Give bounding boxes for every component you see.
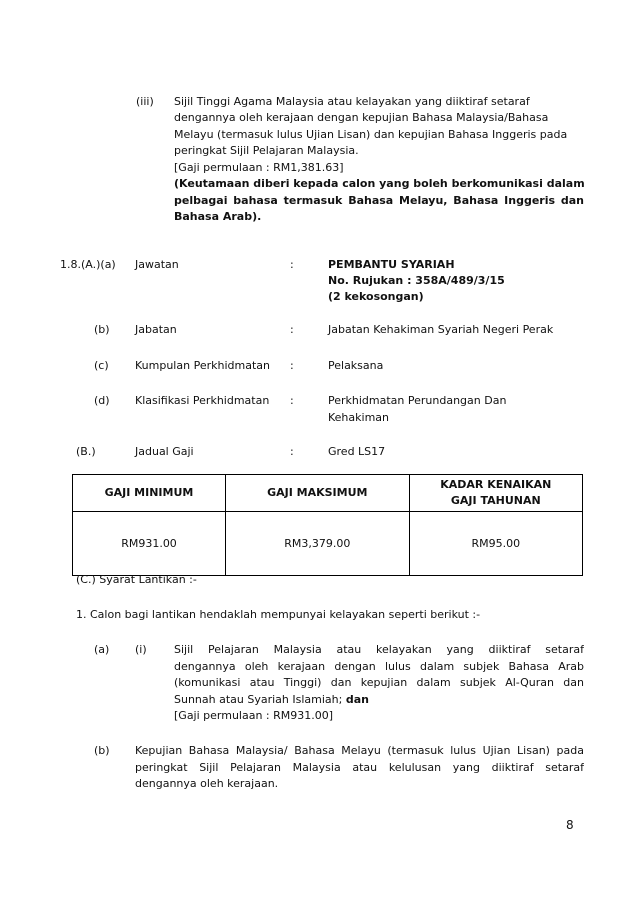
field-label-jawatan: Jawatan	[135, 258, 179, 271]
requirement-text: Sunnah atau Syariah Islamiah;	[174, 693, 343, 706]
syarat-intro: 1. Calon bagi lantikan hendaklah mempunyai kelayakan seperti berikut :-	[76, 608, 481, 621]
salary-note: [Gaji permulaan : RM1,381.63]	[174, 161, 344, 174]
requirement-line-last	[174, 692, 369, 708]
page-number: 8	[566, 818, 574, 832]
conjunction-dan: dan	[345, 693, 369, 706]
post-title: PEMBANTU SYARIAH	[328, 258, 455, 271]
field-value-kumpulan: Pelaksana	[328, 359, 384, 372]
item-marker-B: (B.)	[76, 445, 96, 458]
field-value-klasifikasi: Kehakiman	[328, 411, 389, 424]
item-marker-c: (c)	[94, 359, 109, 372]
text-line: dengannya oleh kerajaan dengan kepujian Bahasa Malaysia/Bahasa	[174, 111, 549, 124]
priority-note-line: (Keutamaan diberi kepada calon yang boleh berkomunikasi dalam	[174, 177, 585, 190]
text-line: Melayu (termasuk lulus Ujian Lisan) dan kepujian Bahasa Inggeris pada	[174, 128, 568, 141]
table-header-cell: KADAR KENAIKAN GAJI TAHUNAN	[409, 475, 582, 512]
section-heading-syarat: (C.) Syarat Lantikan :-	[76, 573, 197, 586]
field-value-gred: Gred LS17	[328, 445, 386, 458]
requirement-line: (komunikasi atau Tinggi) dan kepujian dalam subjek Al-Quran dan	[174, 676, 584, 689]
reference-number: No. Rujukan : 358A/489/3/15	[328, 274, 505, 287]
section-number: 1.8.(A.)(a)	[60, 258, 116, 271]
item-marker-b2: (b)	[94, 744, 110, 757]
field-label-jabatan: Jabatan	[135, 323, 177, 336]
priority-note-line: Bahasa Arab).	[174, 210, 262, 223]
table-cell-gaji-minimum: RM931.00	[73, 512, 226, 576]
requirement-line: dengannya oleh kerajaan dengan lulus dalam subjek Bahasa Arab	[174, 660, 584, 673]
requirement-line: Kepujian Bahasa Malaysia/ Bahasa Melayu (termasuk lulus Ujian Lisan) pada	[135, 744, 584, 757]
table-header-cell: GAJI MINIMUM	[73, 475, 226, 512]
vacancy-count: (2 kekosongan)	[328, 290, 424, 303]
table-header-row	[73, 475, 583, 512]
field-label-kumpulan: Kumpulan Perkhidmatan	[135, 359, 270, 372]
requirement-line: Sijil Pelajaran Malaysia atau kelayakan yang diiktiraf setaraf	[174, 643, 584, 656]
field-colon: :	[290, 394, 294, 407]
item-marker-a: (a)	[94, 643, 110, 656]
requirement-line: dengannya oleh kerajaan.	[135, 777, 279, 790]
field-colon: :	[290, 359, 294, 372]
table-cell-gaji-maksimum: RM3,379.00	[226, 512, 410, 576]
salary-note: [Gaji permulaan : RM931.00]	[174, 709, 334, 722]
table-row	[73, 512, 583, 576]
field-colon: :	[290, 258, 294, 271]
text-line: peringkat Sijil Pelajaran Malaysia.	[174, 144, 359, 157]
requirement-line: peringkat Sijil Pelajaran Malaysia atau kelulusan yang diiktiraf setaraf	[135, 761, 584, 774]
table-header-cell: GAJI MAKSIMUM	[226, 475, 410, 512]
salary-table	[72, 474, 583, 576]
item-marker-b: (b)	[94, 323, 110, 336]
field-value-klasifikasi: Perkhidmatan Perundangan Dan	[328, 394, 507, 407]
field-colon: :	[290, 445, 294, 458]
item-marker-iii: (iii)	[136, 95, 154, 108]
field-label-jadual-gaji: Jadual Gaji	[135, 445, 194, 458]
item-marker-i: (i)	[135, 643, 147, 656]
priority-note-line: pelbagai bahasa termasuk Bahasa Melayu, Bahasa Inggeris dan	[174, 194, 584, 207]
field-colon: :	[290, 323, 294, 336]
text-line: Sijil Tinggi Agama Malaysia atau kelayakan yang diiktiraf setaraf	[174, 95, 530, 108]
field-label-klasifikasi: Klasifikasi Perkhidmatan	[135, 394, 270, 407]
table-cell-kadar-kenaikan: RM95.00	[409, 512, 582, 576]
item-marker-d: (d)	[94, 394, 110, 407]
field-value-jabatan: Jabatan Kehakiman Syariah Negeri Perak	[328, 323, 554, 336]
